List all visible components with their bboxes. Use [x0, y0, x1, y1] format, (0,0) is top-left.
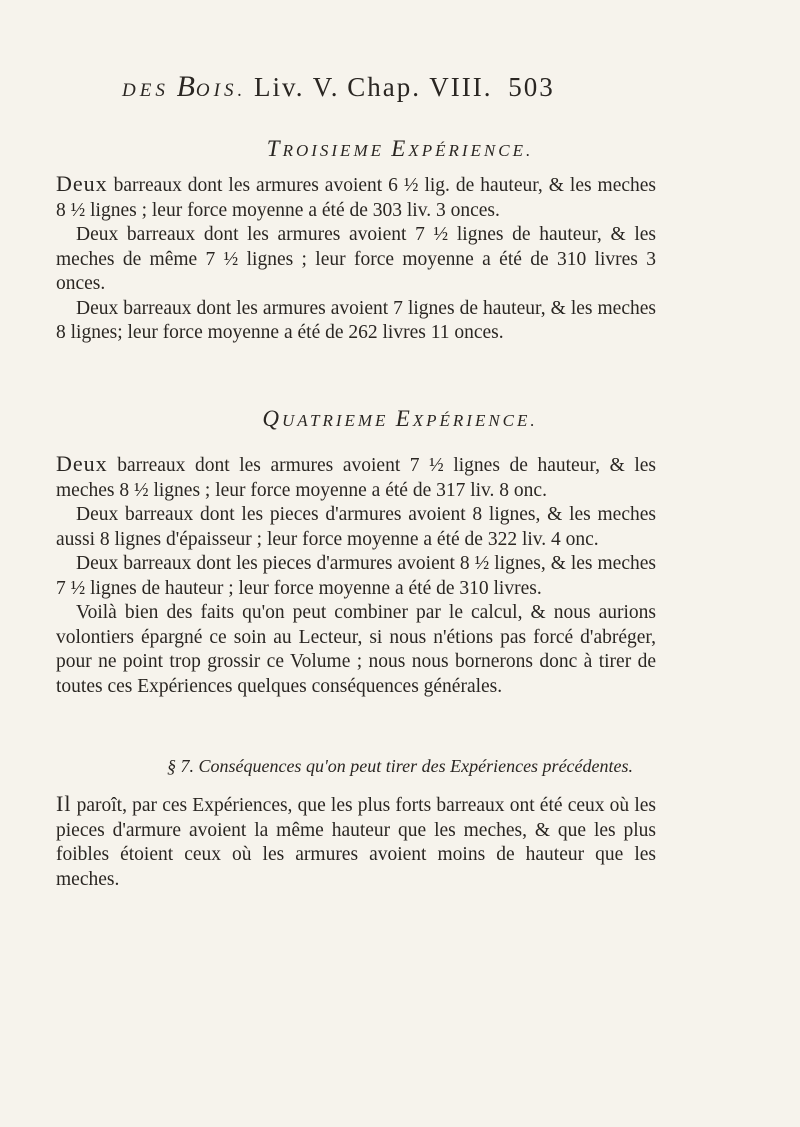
section3-body — [56, 172, 656, 346]
section-title-consequences: § 7. Conséquences qu'on peut tirer des Expériences précédentes. — [166, 756, 634, 776]
paragraph: Deux barreaux dont les armures avoient 7 lignes de hauteur, & les meches 8 lignes; leur force moyenne a été de 262 livres 11 onces. — [56, 297, 656, 343]
section7-body — [56, 792, 656, 892]
paragraph: Deux barreaux dont les pieces d'armures avoient 8 lignes, & les meches aussi 8 lignes d'épaisseur ; leur force moyenne a été de 322 liv. 4 onc. — [56, 504, 656, 550]
paragraph: Deux barreaux dont les pieces d'armures avoient 8 ½ lignes, & les meches 7 ½ lignes de hauteur ; leur force moyenne a été de 310 livres. — [56, 553, 656, 599]
section-title-quatrieme: QUATRIEME EXPÉRIENCE. — [262, 406, 538, 431]
header-bois-initial: B — [176, 70, 196, 103]
paragraph: Deux barreaux dont les armures avoient 7 ½ lignes de hauteur, & les meches de même 7 ½ lignes ; leur force moyenne a été de 310 livres 3 onces. — [56, 224, 656, 294]
header-chap: Chap. VIII. — [347, 72, 493, 102]
paragraph: Deux barreaux dont les armures avoient 6 ½ lig. de hauteur, & les meches 8 ½ lignes ; leur force moyenne a été de 303 liv. 3 onces. — [56, 171, 656, 221]
paragraph: Il paroît, par ces Expériences, que les plus forts barreaux ont été ceux où les pieces d'armure avoient la même hauteur que les meches, & que les plus foibles étoient ceux où les armures avoient moins de hauteur que les meches. — [56, 791, 656, 890]
page-number: 503 — [508, 72, 555, 102]
paragraph: Deux barreaux dont les armures avoient 7 ½ lignes de hauteur, & les meches 8 ½ lignes ; leur force moyenne a été de 317 liv. 8 onc. — [56, 451, 656, 501]
header-bois-rest: OIS. — [195, 80, 247, 101]
section-title-troisieme: TROISIEME EXPÉRIENCE. — [266, 136, 534, 161]
paragraph: Voilà bien des faits qu'on peut combiner par le calcul, & nous aurions volontiers épargné ce soin au Lecteur, si nous n'étions pas forcé d'abréger, pour ne point trop grossir ce Volume ; nous nous bornerons donc à tirer de toutes ces Expériences quelques conséquences générales. — [56, 602, 656, 697]
header-liv: Liv. V. — [253, 72, 340, 102]
section4-body — [56, 452, 656, 699]
header-des: DES — [122, 80, 169, 101]
running-head — [122, 70, 662, 104]
